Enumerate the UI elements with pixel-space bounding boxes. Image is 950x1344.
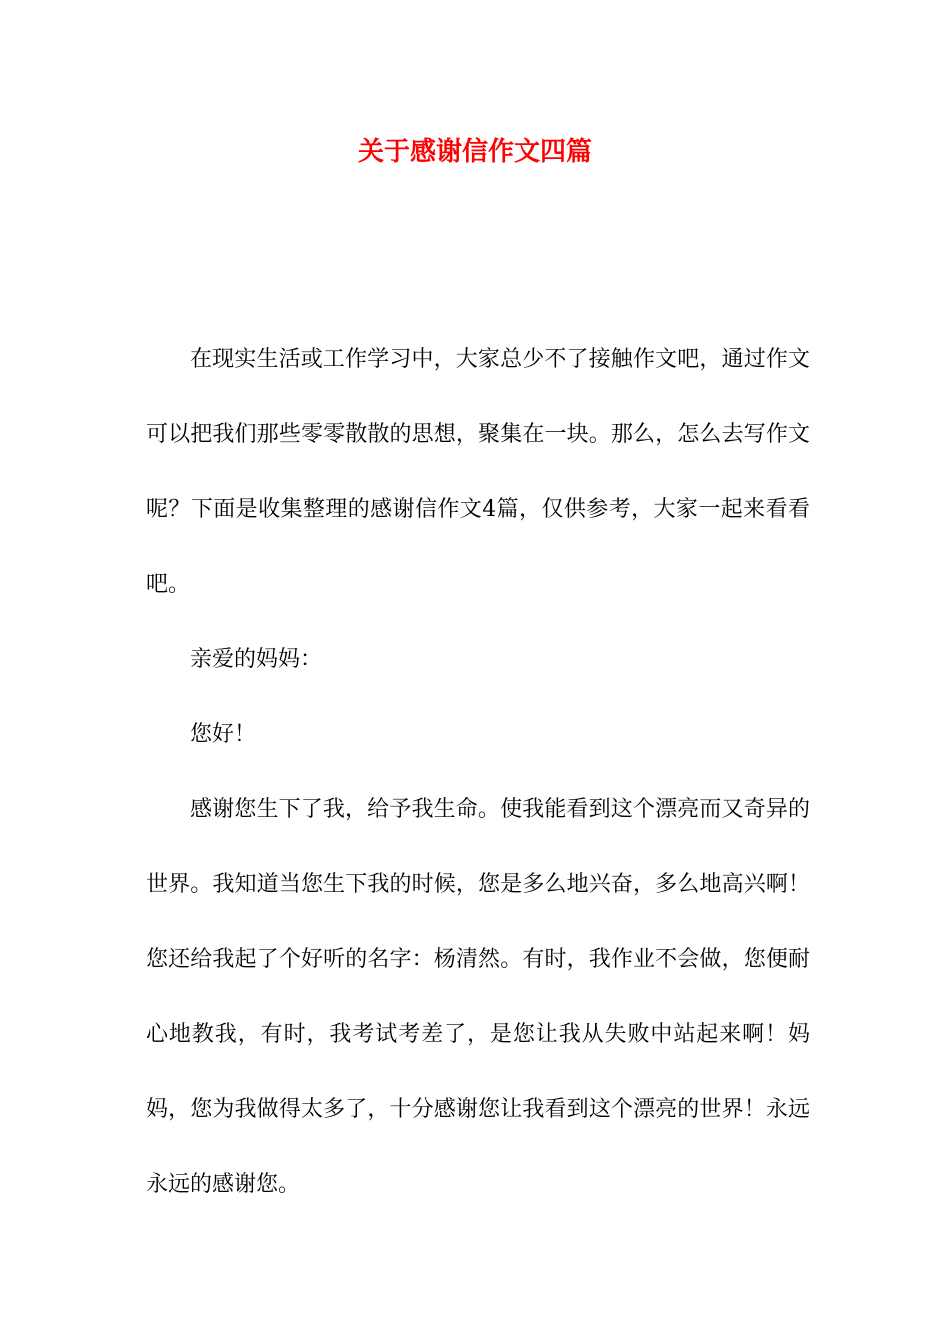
document-body	[146, 322, 810, 1222]
document-title: 关于感谢信作文四篇	[357, 137, 592, 167]
intro-paragraph: 在现实生活或工作学习中，大家总少不了接触作文吧，通过作文可以把我们那些零零散散的思想，聚集在一块。那么，怎么去写作文呢？下面是收集整理的感谢信作文4篇，仅供参考，大家一起来看看吧。	[146, 347, 810, 597]
letter-body-paragraph: 感谢您生下了我，给予我生命。使我能看到这个漂亮而又奇异的世界。我知道当您生下我的时候，您是多么地兴奋，多么地高兴啊！您还给我起了个好听的名字：杨清然。有时，我作业不会做，您便耐心地教我，有时，我考试考差了，是您让我从失败中站起来啊！妈妈，您为我做得太多了，十分感谢您让我看到这个漂亮的世界！永远永远的感谢您。	[146, 797, 810, 1197]
letter-salutation: 亲爱的妈妈：	[190, 647, 323, 672]
letter-greeting: 您好！	[190, 722, 257, 747]
